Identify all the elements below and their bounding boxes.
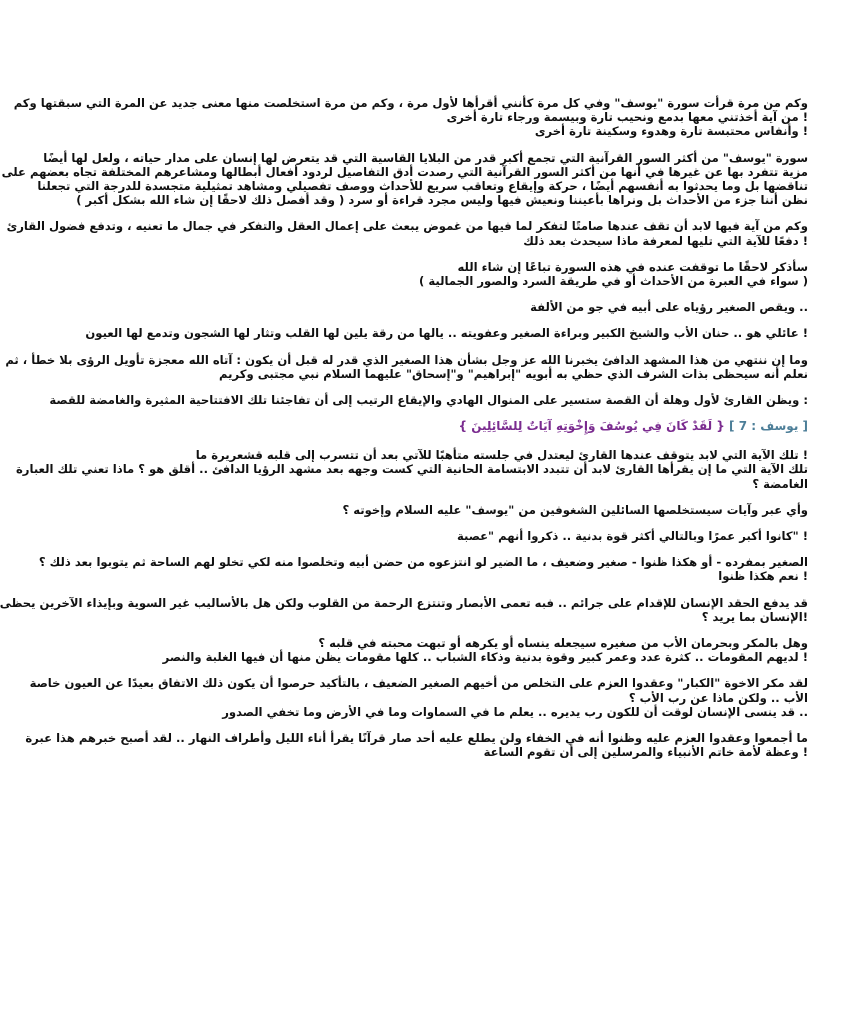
paragraph-line: ! تلك الآية التي لابد يتوقف عندها القارئ ليعتدل في جلسته متأهبًا للآتي بعد أن تتسرب إلى قلبه قشعريرة ما [195,448,808,463]
paragraph-line: سورة "يوسف" من أكثر السور القرآنية التي تجمع أكبر قدر من البلايا القاسية التي قد يتعرض لها إنسان على مدار حياته ، ولعل لها أيضًا [43,150,808,165]
paragraph-line: ! عائلي هو .. حنان الأب والشيخ الكبير وبراءة الصغير وعفويته .. يالها من رقة يلين لها القلب وتثار لها الشجون وتدمع لها العيون [85,326,808,341]
paragraph-line: ! "كانوا أكبر عمرًا وبالتالي أكثر قوة بدنية .. ذكروا أنهم "عصبة [456,529,808,544]
paragraph-p3 [6,219,808,248]
paragraph-p8 [49,393,808,408]
paragraph-line: نظن أننا جزء من الأحداث بل ونراها بأعيننا ونعيش فيها وليس مجرد قراءة أو سرد ( وقد أفصل ذلك لاحقًا إن شاء الله بشكل أكبر ) [76,193,808,208]
paragraph-p7 [5,352,808,381]
paragraph-line: نعلم أنه سيحظى بذات الشرف الذي حظي به أبويه "إبراهيم" و"إسحاق" عليهما السلام نبي مجتبى وكريم [219,366,808,381]
text-body-top [1,96,808,408]
paragraph-line: ( سواء في العبرة من الأحداث أو في طريقة السرد والصور الجمالية ) [419,274,808,289]
paragraph-p13 [0,595,808,624]
paragraph-p11 [102,529,808,543]
paragraph-p9 [15,448,808,491]
quran-verse [102,419,808,434]
paragraph-p16 [25,731,808,760]
paragraph-line: الغامضة ؟ [752,476,808,491]
paragraph-line: الأب .. ولكن ماذا عن رب الأب ؟ [628,690,808,705]
paragraph-p6 [85,326,808,341]
paragraph-line: الصغير بمفرده - أو هكذا ظنوا - صغير وضعيف ، ما الضير لو انتزعوه من حضن أبيه وتخلصوا منه لكي تخلو لهم الساحة ثم يتوبوا بعد ذلك ؟ [38,555,808,570]
paragraph-p14 [102,636,808,664]
paragraph-line: ! نعم هكذا ظنوا [718,569,808,584]
paragraph-line: وأي عبر وآيات سيستخلصها السائلين الشغوفين من "يوسف" عليه السلام وإخوته ؟ [342,502,808,517]
text-body-bottom [0,448,808,760]
paragraph-line: وما إن ننتهي من هذا المشهد الدافئ يخبرنا الله عز وجل بشأن هذا الصغير الذي قدر له قبل أن يكون : آتاه الله معجزة تأويل الرؤى بلا خطأ ، ثم [5,352,808,367]
verse-reference: [ يوسف : 7 ] [729,419,808,434]
paragraph-line: .. ويقص الصغير رؤياه على أبيه في جو من الألفة [530,300,808,315]
paragraph-p4 [102,260,808,288]
paragraph-line: تناقضها بل وما يحدثوا به أنفسهم أيضًا ، حركة وإيقاع وتعاقب سريع للأحداث ووصف تفصيلي ومشاهد تمثيلية متجسدة للدرجة التي تجعلنا [37,179,808,194]
paragraph-line: ما أجمعوا وعقدوا العزم عليه وظنوا أنه في الخفاء ولن يطلع عليه أحد صار قرآنًا يقرأ أناء الليل وأطراف النهار .. لقد أصبح خبرهم هذا عبرة [25,731,808,746]
paragraph-p12 [38,555,808,584]
paragraph-line: مزية تتفرد بها عن غيرها في أنها من أكثر السور القرآنية التي رصدت أدق التفاصيل لردود أفعال أبطالها ومشاعرهم المختلفة تجاه بعضهم على [1,164,808,179]
paragraph-line: وكم من آية فيها لابد أن تقف عندها صامتًا لتفكر لما فيها من غموض يبعث على إعمال العقل والتفكر في جمال ما تعنيه ، وتدفع فضول القارئ [6,219,808,234]
paragraph-line: قد يدفع الحقد الإنسان للإقدام على جرائم .. فبه تعمى الأبصار وتنتزع الرحمة من القلوب ولكن هل بالأساليب غير السوية وبإيذاء الآخرين يحظى [0,595,808,610]
verse-text: { لَقَدْ كَانَ فِي يُوسُفَ وَإِخْوَتِهِ آيَاتٌ لِلسَّائِلِينَ } [458,419,725,434]
paragraph-line: .. قد ينسى الإنسان لوقت أن للكون رب يديره .. يعلم ما في السماوات وما في الأرض وما تخفي الصدور [222,704,808,719]
paragraph-line: وهل بالمكر وبحرمان الأب من صغيره سيجعله ينساه أو يكرهه أو تبهت محبته في قلبه ؟ [318,636,808,651]
paragraph-line: ! لديهم المقومات .. كثرة عدد وعمر كبير وقوة بدنية وذكاء الشباب .. كلها مقومات يظن منها أن فيها الغلبة والنصر [162,650,808,665]
paragraph-p5 [102,300,808,314]
paragraph-line: وكم من مرة قرأت سورة "يوسف" وفي كل مرة كأنني أقرأها لأول مرة ، وكم من مرة استخلصت منها معنى جديد عن المرة التي سبقتها وكم [13,96,808,110]
paragraph-p10 [102,503,808,517]
paragraph-p15 [29,676,808,719]
paragraph-line: ! دفعًا للآية التي تليها لمعرفة ماذا سيحدث بعد ذلك [523,233,808,248]
paragraph-line: ! وأنفاس محتبسة تارة وهدوء وسكينة تارة أخرى [534,124,808,139]
paragraph-p1 [13,96,808,139]
paragraph-line: سأذكر لاحقًا ما توقفت عنده في هذه السورة تباعًا إن شاء الله [457,259,808,274]
paragraph-line: : ويظن القارئ لأول وهلة أن القصة ستسير على المنوال الهادي والإيقاع الرتيب إلى أن تفاجئنا تلك الافتتاحية المثيرة والغامضة للقصة [49,393,808,408]
paragraph-p2 [1,150,808,208]
paragraph-line: ! من آية أخذتني معها بدمع ونحيب تارة وبيسمة ورجاء تارة أخرى [446,110,808,125]
paragraph-line: تلك الآية التي ما إن يقرأها القارئ لابد أن تتبدد الابتسامة الحانية التي كست وجهه بعد مشهد الرؤيا الدافئ .. أقلق هو ؟ ماذا تعني تلك العبارة [15,462,808,477]
paragraph-line: !الإنسان بما يريد ؟ [701,609,808,624]
paragraph-line: ! وعظة لأمة خاتم الأنبياء والمرسلين إلى أن تقوم الساعة [483,745,808,760]
paragraph-line: لقد مكر الاخوة "الكبار" وعقدوا العزم على التخلص من أخيهم الصغير الضعيف ، بالتأكيد حرصوا أن يكون ذلك الاتفاق بعيدًا عن العيون خاصة [29,676,808,691]
